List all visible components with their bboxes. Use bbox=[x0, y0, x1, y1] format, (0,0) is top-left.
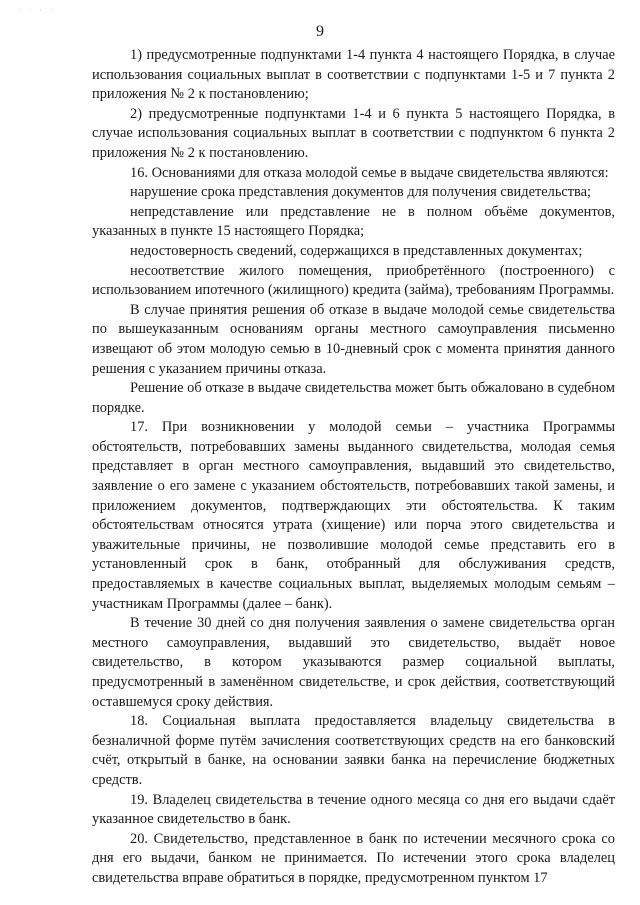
paragraph-clause-16: 16. Основаниями для отказа молодой семье в выдаче свидетельства являются: bbox=[130, 164, 609, 181]
paragraph-clause-19: 19. Владелец свидетельства в течение одного месяца со дня его выдачи сдаёт указанное свидетельство в банк. bbox=[92, 791, 615, 828]
paragraph-replacement: В течение 30 дней со дня получения заявления о замене свидетельства орган местного самоуправления, выдавший это свидетельство, выдаёт новое свидетельство, в котором указываются размер социальной выплаты, предусмотренный в заменённом свидетельстве, и срок действия, соответствующий оставшемуся сроку действия. bbox=[92, 615, 615, 710]
paragraph-ground-1: нарушение срока представления документов для получения свидетельства; bbox=[130, 184, 592, 201]
paragraph-appeal: Решение об отказе в выдаче свидетельства может быть обжаловано в судебном порядке. bbox=[92, 380, 615, 416]
document-body bbox=[92, 46, 615, 889]
paragraph-item-2: 2) предусмотренные подпунктами 1-4 и 6 пункта 5 настоящего Порядка, в случае использования социальных выплат в соответствии с подпунктом 6 пункта 2 приложения № 2 к постановлению. bbox=[92, 105, 615, 161]
paragraph-ground-2: непредставление или представление не в полном объёме документов, указанных в пункте 15 настоящего Порядка; bbox=[92, 203, 615, 240]
paragraph-item-1: 1) предусмотренные подпунктами 1-4 пункта 4 настоящего Порядка, в случае использования социальных выплат в соответствии с подпунктами 1-5 и 7 пункта 2 приложения № 2 к постановлению; bbox=[92, 47, 615, 103]
paragraph-ground-4: несоответствие жилого помещения, приобретённого (построенного) с использованием ипотечного (жилищного) кредита (займа), требованиям Программы. bbox=[92, 262, 615, 299]
paragraph-clause-17: 17. При возникновении у молодой семьи – участника Программы обстоятельств, потребовавших замены выданного свидетельства, молодая семья представляет в орган местного самоуправления, выдавший это свидетельство, заявление о его замене с указанием обстоятельств, потребовавших такой замены, и приложением документов, подтверждающих эти обстоятельства. К таким обстоятельствам относятся утрата (хищение) или порча этого свидетельства и уважительные причины, не позволившие молодой семье представить его в установленный срок в банк, отобранный для обслуживания средств, предоставляемых в качестве социальных выплат, выделяемых молодым семьям – участникам Программы (далее – банк). bbox=[92, 419, 615, 612]
page-number: 9 bbox=[316, 23, 324, 40]
paragraph-refusal-notice: В случае принятия решения об отказе в выдаче молодой семье свидетельства по вышеуказанным основаниям органы местного самоуправления письменно извещают об этом молодую семью в 10-дневный срок с момента принятия данного решения с указанием причины отказа. bbox=[92, 301, 615, 377]
paragraph-clause-20: 20. Свидетельство, представленное в банк по истечении месячного срока со дня его выдачи, банком не принимается. По истечении этого срока владелец свидетельства вправе обратиться в порядке, предусмотренном пунктом 17 bbox=[92, 830, 615, 886]
paragraph-ground-3: недостоверность сведений, содержащихся в представленных документах; bbox=[130, 242, 583, 259]
paragraph-clause-18: 18. Социальная выплата предоставляется владельцу свидетельства в безналичной форме путём зачисления соответствующих средств на его банковский счёт, открытый в банке, на основании заявки банка на перечисление бюджетных средств. bbox=[92, 713, 615, 788]
scan-corner-mark: · · · · bbox=[18, 6, 56, 15]
